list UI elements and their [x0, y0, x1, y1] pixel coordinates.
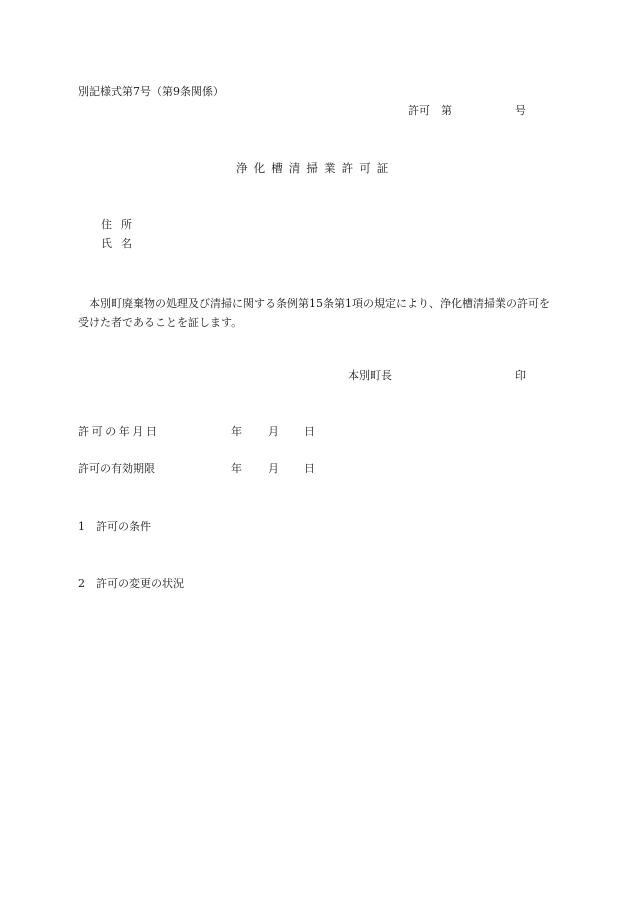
validity-year-unit: 年 — [231, 462, 242, 475]
form-reference: 別記様式第7号（第9条関係） — [78, 85, 224, 98]
permit-number-suffix: 号 — [515, 104, 526, 117]
seal-mark: 印 — [515, 369, 526, 382]
document-title: 浄化槽清掃業許可証 — [236, 161, 395, 175]
validity-period-label: 許可の有効期限 — [78, 462, 155, 475]
issuer-title: 本別町長 — [348, 369, 392, 382]
validity-day-unit: 日 — [304, 462, 315, 475]
certification-text: 本別町廃棄物の処理及び清掃に関する条例第15条第1項の規定により、浄化槽清掃業の許可を受けた者であることを証します。 — [78, 297, 550, 329]
permit-date-label: 許可の年月日 — [78, 425, 160, 438]
permit-date-day-unit: 日 — [304, 425, 315, 438]
address-label: 住所 — [101, 218, 141, 231]
validity-month-unit: 月 — [268, 462, 279, 475]
permit-date-year-unit: 年 — [231, 425, 242, 438]
permit-conditions-heading: 1 許可の条件 — [78, 520, 151, 533]
permit-date-month-unit: 月 — [268, 425, 279, 438]
permit-changes-heading: 2 許可の変更の状況 — [78, 577, 184, 590]
name-label: 氏名 — [101, 237, 141, 250]
permit-number-label: 許可 第 — [408, 104, 452, 117]
